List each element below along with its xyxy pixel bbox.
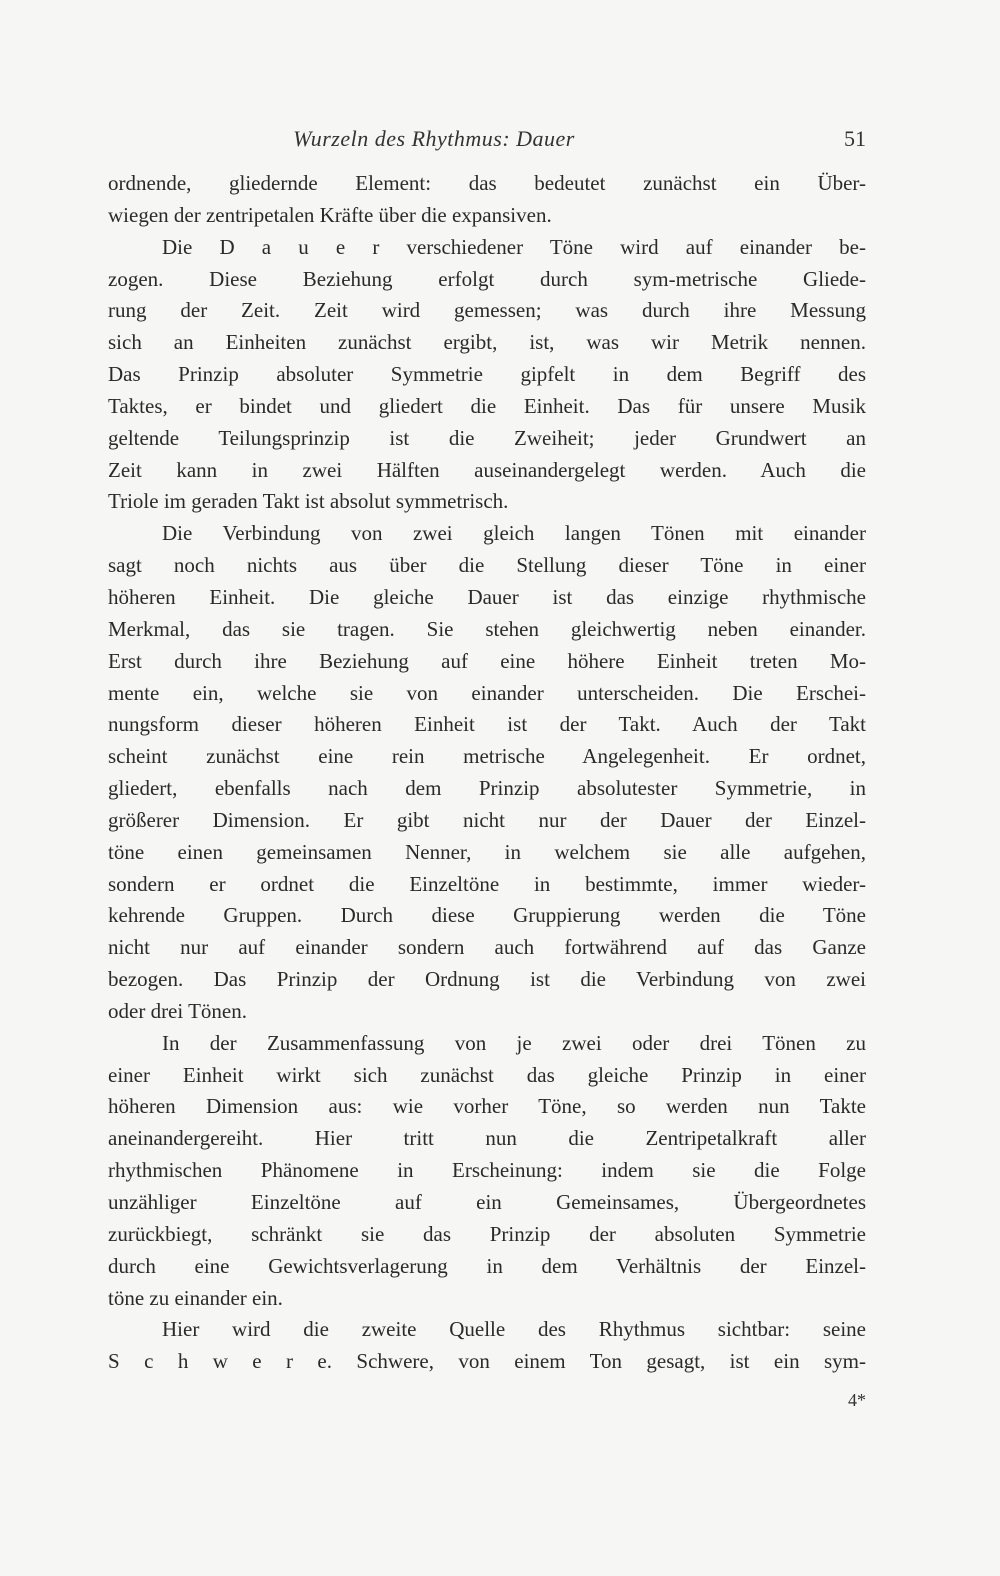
text-line: sich an Einheiten zunächst ergibt, ist, was wir Metrik nennen.: [108, 330, 866, 355]
page-number: 51: [844, 126, 866, 151]
text-line: sagt noch nichts aus über die Stellung dieser Töne in einer: [108, 553, 866, 578]
text-line: größerer Dimension. Er gibt nicht nur der Dauer der Einzel-: [108, 807, 866, 832]
text-line: sondern er ordnet die Einzeltöne in bestimmte, immer wieder-: [108, 871, 866, 896]
text-line: bezogen. Das Prinzip der Ordnung ist die Verbindung von zwei: [108, 967, 866, 992]
text-line: durch eine Gewichtsverlagerung in dem Verhältnis der Einzel-: [108, 1253, 866, 1278]
text-line: rung der Zeit. Zeit wird gemessen; was durch ihre Messung: [108, 298, 866, 323]
text-line: scheint zunächst eine rein metrische Angelegenheit. Er ordnet,: [108, 744, 866, 769]
text-line: zurückbiegt, schränkt sie das Prinzip der absoluten Symmetrie: [108, 1221, 866, 1246]
running-head: [108, 122, 866, 156]
text-line: In der Zusammenfassung von je zwei oder drei Tönen zu: [162, 1030, 866, 1055]
text-line: aneinandergereiht. Hier tritt nun die Zentripetalkraft aller: [108, 1126, 866, 1151]
text-line: Triole im geraden Takt ist absolut symmetrisch.: [108, 489, 509, 514]
text-line: Das Prinzip absoluter Symmetrie gipfelt in dem Begriff des: [108, 362, 866, 387]
text-line: gliedert, ebenfalls nach dem Prinzip absolutester Symmetrie, in: [108, 776, 866, 801]
text-line: nungsform dieser höheren Einheit ist der Takt. Auch der Takt: [108, 712, 866, 737]
text-line: unzähliger Einzeltöne auf ein Gemeinsames, Übergeordnetes: [108, 1190, 866, 1214]
text-line: Hier wird die zweite Quelle des Rhythmus sichtbar: seine: [162, 1317, 866, 1342]
text-line: Taktes, er bindet und gliedert die Einheit. Das für unsere Musik: [108, 393, 866, 418]
signature-mark: 4*: [848, 1390, 866, 1410]
running-title: Wurzeln des Rhythmus: Dauer: [293, 126, 575, 151]
text-line: Zeit kann in zwei Hälften auseinandergelegt werden. Auch die: [108, 457, 866, 482]
text-line: Die D a u e r verschiedener Töne wird auf einander be-: [162, 234, 866, 259]
text-line: mente ein, welche sie von einander unterscheiden. Die Erschei-: [108, 680, 866, 705]
text-line: geltende Teilungsprinzip ist die Zweiheit; jeder Grundwert an: [108, 425, 866, 450]
text-line: kehrende Gruppen. Durch diese Gruppierung werden die Töne: [108, 903, 866, 928]
text-line: S c h w e r e. Schwere, von einem Ton gesagt, ist ein sym-: [108, 1349, 866, 1374]
text-line: rhythmischen Phänomene in Erscheinung: indem sie die Folge: [108, 1158, 866, 1183]
text-line: höheren Einheit. Die gleiche Dauer ist das einzige rhythmische: [108, 584, 866, 609]
text-line: nicht nur auf einander sondern auch fortwährend auf das Ganze: [108, 935, 866, 960]
body-text: [108, 168, 866, 1378]
text-line: töne zu einander ein.: [108, 1285, 283, 1310]
text-line: ordnende, gliedernde Element: das bedeutet zunächst ein Über-: [108, 171, 866, 195]
text-line: oder drei Tönen.: [108, 998, 247, 1023]
text-line: höheren Dimension aus: wie vorher Töne, so werden nun Takte: [108, 1094, 866, 1119]
text-line: wiegen der zentripetalen Kräfte über die expansiven.: [108, 202, 552, 227]
text-line: Die Verbindung von zwei gleich langen Tönen mit einander: [162, 521, 866, 546]
text-line: töne einen gemeinsamen Nenner, in welchem sie alle aufgehen,: [108, 839, 866, 864]
text-line: einer Einheit wirkt sich zunächst das gleiche Prinzip in einer: [108, 1062, 866, 1087]
text-line: Merkmal, das sie tragen. Sie stehen gleichwertig neben einander.: [108, 616, 866, 641]
text-line: Erst durch ihre Beziehung auf eine höhere Einheit treten Mo-: [108, 648, 866, 673]
text-line: zogen. Diese Beziehung erfolgt durch sym-metrische Gliede-: [108, 266, 866, 291]
